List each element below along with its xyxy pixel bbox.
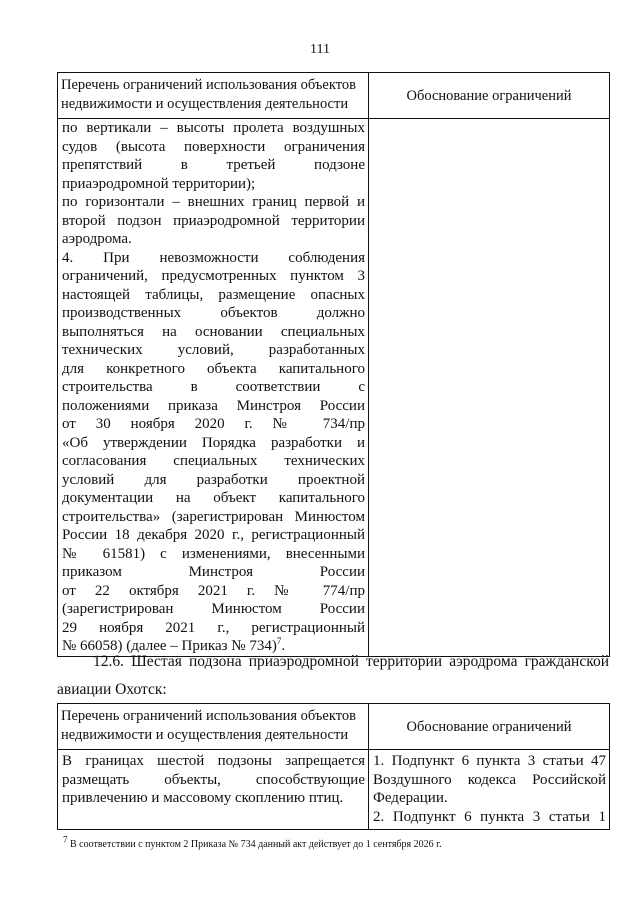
text-line: выполняться на основании специальных xyxy=(62,323,365,340)
text-line: производственных объектов должно xyxy=(62,305,365,321)
table-row xyxy=(58,119,610,657)
text-period: . xyxy=(281,638,286,654)
text-line: В границах шестой подзоны запрещается xyxy=(62,753,365,769)
text-line: документации на объект капитального xyxy=(62,490,365,506)
table-row xyxy=(58,750,610,830)
text-line: приаэродромной территории); xyxy=(62,175,256,192)
footnote-text: В соответствии с пунктом 2 Приказа № 734 данный акт действует до 1 сентября 2026 г. xyxy=(67,839,442,850)
footnote-number: 7 xyxy=(63,834,68,845)
header-justification: Обоснование ограничений xyxy=(369,73,610,119)
text-line: привлечению и массовому скоплению птиц. xyxy=(62,790,344,806)
text-line: от 22 октября 2021 г. № 774/пр xyxy=(62,582,365,599)
text-line: 2. Подпункт 6 пункта 3 статьи 1 xyxy=(373,808,606,825)
header-line: недвижимости и осуществления деятельности xyxy=(61,726,349,743)
header-justification: Обоснование ограничений xyxy=(369,704,610,750)
footnote-reference: 7 xyxy=(276,636,282,646)
footnote-separator xyxy=(63,829,219,830)
header-line: Перечень ограничений использования объектов xyxy=(61,708,356,724)
text-line: аэродрома. xyxy=(62,231,132,247)
justification-cell-empty xyxy=(369,119,610,657)
sixth-subzone-table xyxy=(57,703,610,830)
text-line: Воздушного кодекса Российской xyxy=(373,771,606,788)
text-line: второй подзон приаэродромной территории xyxy=(62,212,365,229)
table-header-row xyxy=(58,704,610,750)
header-line: Перечень ограничений использования объектов xyxy=(61,77,356,93)
header-restrictions-list xyxy=(58,73,369,119)
text-line: по горизонтали – внешних границ первой и xyxy=(62,194,365,210)
text-line: 1. Подпункт 6 пункта 3 статьи 47 xyxy=(373,753,606,769)
text-line: по вертикали – высоты пролета воздушных xyxy=(62,120,365,136)
text-line: 29 ноября 2021 г., регистрационный xyxy=(62,619,365,636)
text-line: 4. При невозможности соблюдения xyxy=(62,249,365,266)
section-heading-line: авиации Охотск: xyxy=(57,681,167,698)
text-line-content: № 66058) (далее – Приказ № 734) xyxy=(62,638,277,654)
text-line: (зарегистрирован Минюстом России xyxy=(62,601,365,617)
text-line: № 61581) с изменениями, внесенными xyxy=(62,545,365,562)
text-line: размещать объекты, способствующие xyxy=(62,771,365,788)
page-number: 111 xyxy=(310,42,330,57)
text-line: условий для разработки проектной xyxy=(62,471,365,488)
text-line: судов (высота поверхности ограничения xyxy=(62,138,365,155)
text-line: России 18 декабря 2020 г., регистрационный xyxy=(62,527,365,543)
text-line: строительства в соответствии с xyxy=(62,379,365,395)
text-line: технических условий, разработанных xyxy=(62,342,365,358)
text-line: строительства» (зарегистрирован Минюстом xyxy=(62,508,365,525)
justification-text-cell xyxy=(369,750,610,830)
text-line: препятствий в третьей подзоне xyxy=(62,157,365,173)
header-restrictions-list xyxy=(58,704,369,750)
header-line: недвижимости и осуществления деятельности xyxy=(61,95,349,112)
text-line: «Об утверждении Порядка разработки и xyxy=(62,434,365,451)
text-line: приказом Минстроя России xyxy=(62,564,365,580)
text-line: ограничений, предусмотренных пунктом 3 xyxy=(62,268,365,284)
restriction-text-cell xyxy=(58,750,369,830)
text-line: для конкретного объекта капитального xyxy=(62,360,365,377)
footnote xyxy=(63,834,442,850)
restriction-text-cell xyxy=(58,119,369,657)
section-heading xyxy=(57,648,609,704)
text-line: положениями приказа Минстроя России xyxy=(62,397,365,414)
restrictions-table-continued xyxy=(57,72,610,657)
table-header-row xyxy=(58,73,610,119)
text-line: настоящей таблицы, размещение опасных xyxy=(62,286,365,303)
section-heading-line: 12.6. Шестая подзона приаэродромной территории аэродрома гражданской xyxy=(93,653,609,670)
text-line: Федерации. xyxy=(373,790,448,806)
text-line: от 30 ноября 2020 г. № 734/пр xyxy=(62,416,365,432)
text-line: согласования специальных технических xyxy=(62,453,365,469)
